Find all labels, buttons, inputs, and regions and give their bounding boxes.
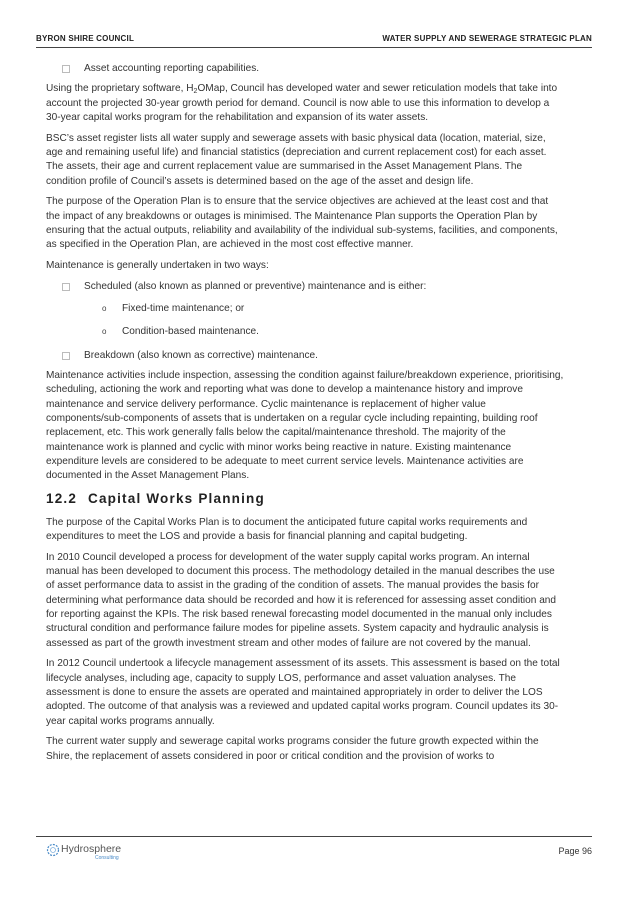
circle-bullet-icon: o bbox=[102, 304, 107, 314]
section-title: Capital Works Planning bbox=[88, 491, 265, 507]
bullet-text: Scheduled (also known as planned or preventive) maintenance and is either: bbox=[84, 280, 427, 292]
paragraph-current-programs: The current water supply and sewerage capital works programs consider the future growth expected within the Shire, the replacement of assets considered in poor or critical condition and the provision of works to bbox=[46, 736, 539, 762]
subscript-two: 2 bbox=[193, 88, 198, 96]
paragraph-maintenance-activities: Maintenance activities include inspection, assessing the condition against failure/breakdown experience, prioritising, scheduling, actioning the work and reporting what was done to develop a maintenance history and improve maintenance and service delivery performance. Cyclic maintenance is replacement of higher value components/sub-components of assets that is undertaken on a regular cycle including repainting, building roof replacement, etc. This work generally falls below the capital/maintenance threshold. The majority of the maintenance work is planned and cyclic with minor works being reactive in nature. Existing maintenance expenditure levels are considered to be adequate to meet current service levels. Maintenance activities are documented in the Asset Management Plans. bbox=[46, 370, 564, 482]
circle-bullet-icon: o bbox=[102, 327, 107, 337]
bullet-text: Asset accounting reporting capabilities. bbox=[84, 63, 260, 74]
bullet-square-icon bbox=[62, 352, 70, 360]
bullet-square-icon bbox=[62, 283, 70, 291]
bullet-asset-accounting bbox=[46, 62, 564, 76]
paragraph-operation-plan: The purpose of the Operation Plan is to ensure that the service objectives are achieved at the least cost and that the impact of any breakdowns or outages is minimised. The Maintenance Plan supports the Operation Plan by ensuring that the actual outputs, reliability and availability of the individual sub-systems, facilities, and components, as specified in the Operation Plan, are achieved in the most cost effective manner. bbox=[46, 196, 558, 251]
header-divider bbox=[36, 47, 592, 48]
logo-name: Hydrosphere bbox=[61, 843, 122, 855]
bullet-scheduled bbox=[46, 280, 564, 294]
document-body bbox=[46, 60, 564, 770]
sub-bullet-text: Condition-based maintenance. bbox=[122, 326, 259, 338]
bullet-text: Breakdown (also known as corrective) maintenance. bbox=[84, 349, 318, 361]
footer-divider bbox=[36, 836, 592, 837]
hydrosphere-globe-icon bbox=[46, 843, 60, 857]
paragraph-text-end: OMap, Council has developed water and sewer reticulation models that take into account the projected 30-year growth period for demand. Council is now able to use this information to develop a 30-year capital works program for the rehabilitation and expansion of its water assets. bbox=[46, 83, 558, 123]
paragraph-asset-register: BSC’s asset register lists all water supply and sewerage assets with basic physical data (location, material, size, age and remaining useful life) and financial statistics (depreciation and current replacement cost) for each asset. The assets, their age and current replacement value are summarised in the Asset Management Plans. The condition profile of Council’s assets is determined based on the age of the asset and design life. bbox=[46, 132, 547, 187]
header-document-title: WATER SUPPLY AND SEWERAGE STRATEGIC PLAN bbox=[382, 34, 592, 43]
sub-bullet-condition-based bbox=[46, 325, 564, 339]
paragraph-h2omap bbox=[46, 82, 564, 125]
paragraph-2012-assessment: In 2012 Council undertook a lifecycle management assessment of its assets. This assessment is based on the total lifecycle analyses, including age, capacity to supply LOS, performance and asset valuation analyses. The assessment is done to ensure the assets are operated and maintained appropriately in order to deliver the LOS adopted. The outcome of that analysis was a reviewed and updated capital works program. Council updates its 30-year capital works programs annually. bbox=[46, 658, 560, 727]
section-heading bbox=[46, 492, 564, 506]
sub-bullet-text: Fixed-time maintenance; or bbox=[122, 303, 245, 315]
paragraph-2010-process: In 2010 Council developed a process for development of the water supply capital works program. An internal manual has been developed to document this process. The methodology detailed in the manual describes the use of asset performance data to assist in the grading of the condition of assets. The manual provides the basis for determining what performance data should be recorded and how it is referenced for assessing asset condition and for reporting against the KPIs. The risk based renewal forecasting model documented in the manual only includes structural condition and performance failure modes for pipeline assets. System capacity and hydraulic analysis is assessed as part of the growth investment stream and other modes of failure are not covered by the manual. bbox=[46, 551, 557, 649]
sub-bullet-fixed-time bbox=[46, 302, 564, 316]
bullet-breakdown bbox=[46, 349, 564, 363]
header-organisation: BYRON SHIRE COUNCIL bbox=[36, 34, 135, 43]
paragraph-maintenance-intro: Maintenance is generally undertaken in two ways: bbox=[46, 260, 269, 272]
paragraph-text-start: Using the proprietary software, H bbox=[46, 83, 194, 95]
bullet-square-icon bbox=[62, 65, 70, 73]
paragraph-capital-works-purpose: The purpose of the Capital Works Plan is to document the anticipated future capital works requirements and expenditures to meet the LOS and provide a basis for financial planning and capital budgeting. bbox=[46, 516, 528, 543]
section-number: 12.2 bbox=[46, 491, 78, 507]
logo-tagline: Consulting bbox=[95, 855, 119, 861]
page-header bbox=[36, 34, 592, 48]
page-number: Page 96 bbox=[558, 846, 592, 856]
